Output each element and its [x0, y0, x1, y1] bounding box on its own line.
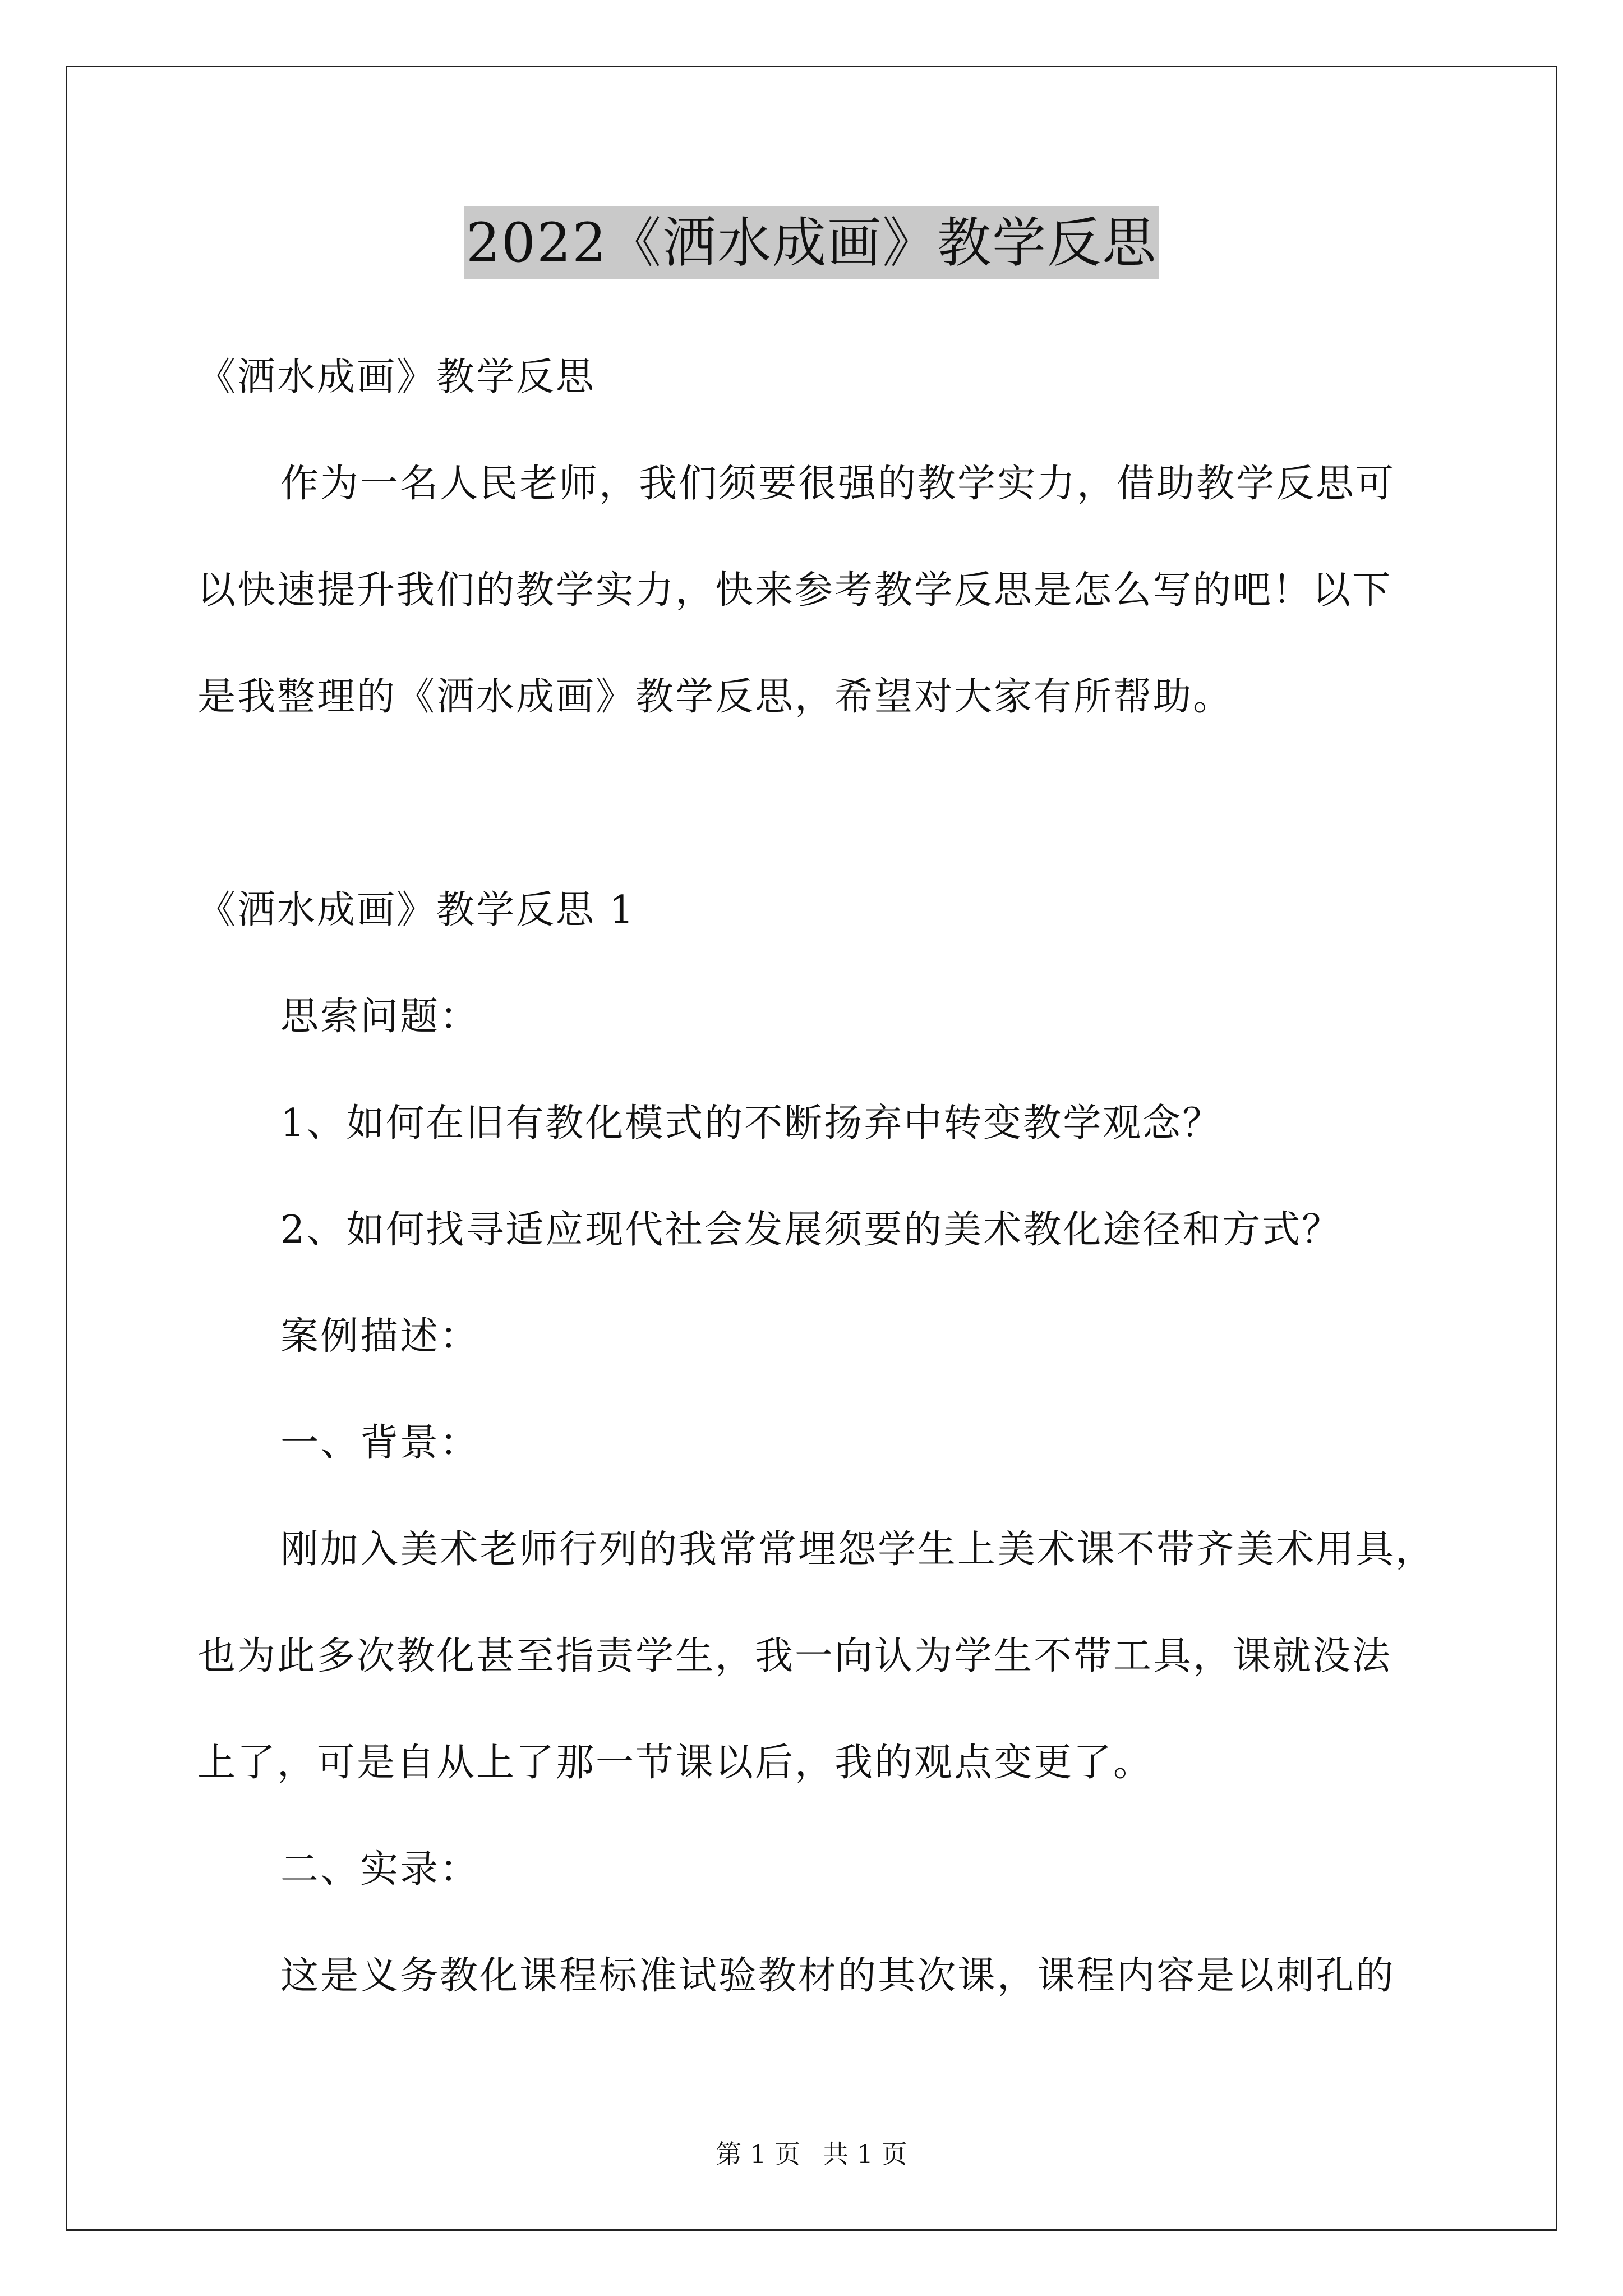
- document-title-text: 2022《洒水成画》教学反思: [464, 206, 1159, 279]
- record-label: 二、实录：: [280, 1847, 480, 1892]
- record-line-1: 这是义务教化课程标准试验教材的其次课，课程内容是以刺孔的: [280, 1954, 1396, 1998]
- page-number-total: 共 1 页: [823, 2139, 907, 2169]
- background-line-3: 上了，可是自从上了那一节课以后，我的观点变更了。: [197, 1741, 1154, 1785]
- background-line-1: 刚加入美术老师行列的我常常埋怨学生上美术课不带齐美术用具，: [280, 1527, 1436, 1572]
- background-label: 一、背景：: [280, 1421, 480, 1465]
- page-number-current: 第 1 页: [716, 2139, 800, 2169]
- page-footer: [0, 2137, 1623, 2171]
- background-line-2: 也为此多次教化甚至指责学生，我一向认为学生不带工具，课就没法: [197, 1634, 1393, 1678]
- question-1: 1、如何在旧有教化模式的不断扬弃中转变教学观念？: [280, 1101, 1223, 1145]
- document-title: [0, 206, 1623, 279]
- question-2: 2、如何找寻适应现代社会发展须要的美术教化途径和方式？: [280, 1208, 1342, 1252]
- intro-line-1: 作为一名人民老师，我们须要很强的教学实力，借助教学反思可: [280, 462, 1396, 506]
- intro-line-2: 以快速提升我们的教学实力，快来参考教学反思是怎么写的吧！以下: [197, 568, 1393, 613]
- question-label: 思索问题：: [280, 995, 480, 1039]
- case-label: 案例描述：: [280, 1314, 480, 1359]
- intro-line-3: 是我整理的《洒水成画》教学反思，希望对大家有所帮助。: [197, 675, 1233, 719]
- section-heading: 《洒水成画》教学反思 1: [197, 888, 635, 932]
- document-subtitle: 《洒水成画》教学反思: [197, 355, 596, 399]
